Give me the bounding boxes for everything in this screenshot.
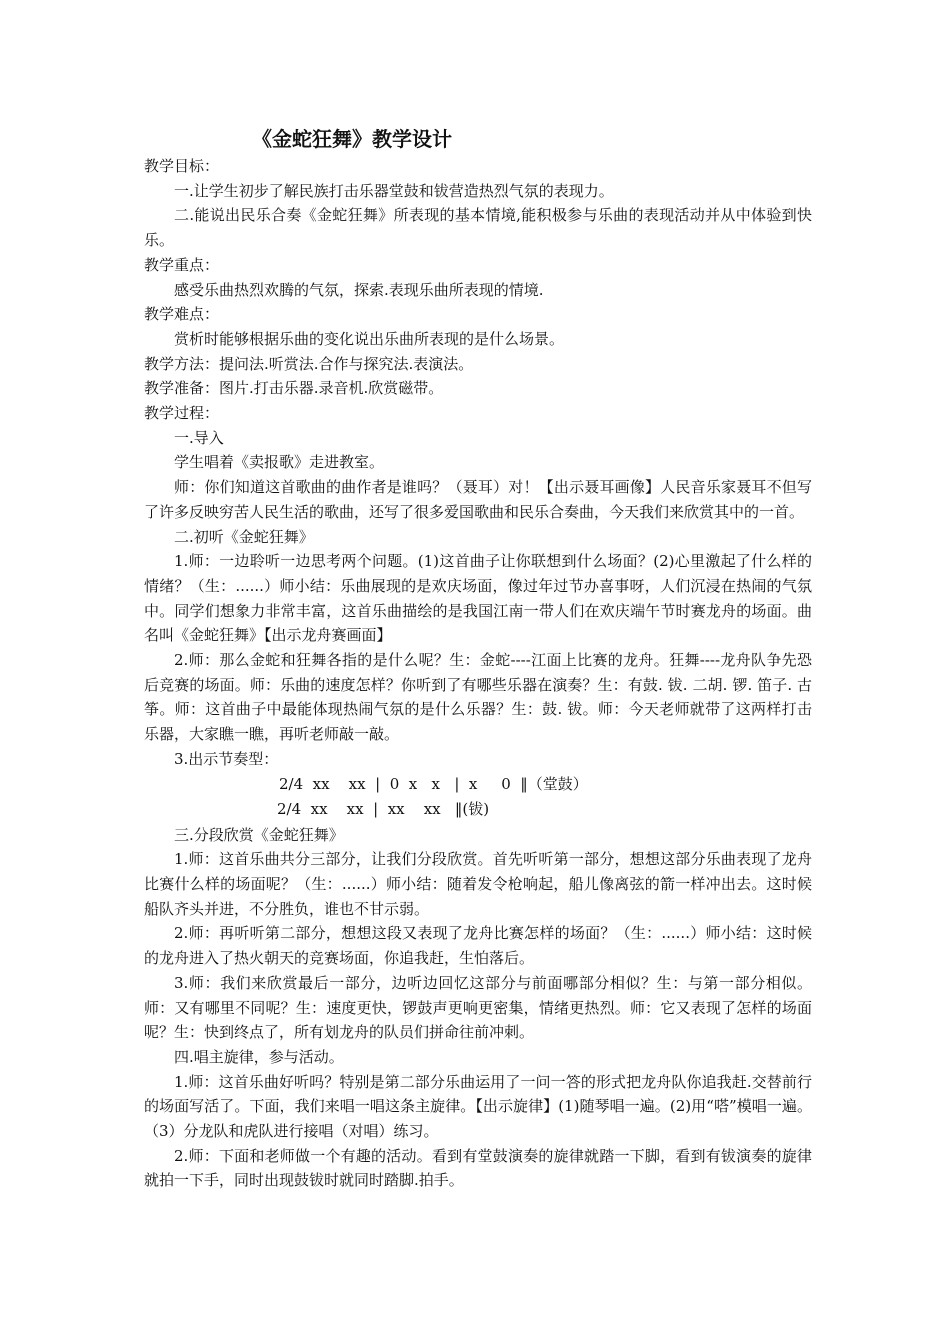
section-4-paragraph-2: 2.师：下面和老师做一个有趣的活动。看到有堂鼓演奏的旋律就踏一下脚，看到有钹演奏的旋律就拍一下手，同时出现鼓钹时就同时踏脚.拍手。 <box>144 1146 812 1190</box>
key-points-heading: 教学重点： <box>144 255 220 274</box>
goals-heading: 教学目标： <box>144 157 220 175</box>
section-2-paragraph-2: 2.师：那么金蛇和狂舞各指的是什么呢？生：金蛇----江面上比赛的龙舟。狂舞----龙舟队争先恐后竞赛的场面。师：乐曲的速度怎样？你听到了有哪些乐器在演奏？生：有鼓. 钹. 二胡. 锣. 笛子. 古筝。师：这首曲子中最能体现热闹气氛的是什么乐器？生：鼓. 钹。师：今天老师就带了这两样打击乐器，大家瞧一瞧，再听老师敲一敲。 <box>144 651 812 744</box>
rhythm-drum: 2/4 xx xx | 0 x x | x 0 ‖（堂鼓） <box>279 774 588 793</box>
teaching-methods: 教学方法：提问法.听赏法.合作与探究法.表演法。 <box>144 354 474 373</box>
section-1-paragraph-1: 学生唱着《卖报歌》走进教室。 <box>174 453 385 472</box>
section-2-paragraph-3: 3.出示节奏型： <box>174 749 279 768</box>
difficulties-heading: 教学难点： <box>144 305 220 324</box>
section-4-heading: 四.唱主旋律，参与活动。 <box>174 1047 344 1066</box>
section-1-heading: 一.导入 <box>174 428 224 447</box>
section-4-paragraph-1: 1.师：这首乐曲好听吗？特别是第二部分乐曲运用了一问一答的形式把龙舟队你追我赶.交替前行的场面写活了。下面，我们来唱一唱这条主旋律。【出示旋律】(1)随琴唱一遍。(2)用“嗒”模唱一遍。（3）分龙队和虎队进行接唱（对唱）练习。 <box>144 1072 812 1141</box>
rhythm-cymbal: 2/4 xx xx | xx xx ‖(钹) <box>277 800 490 819</box>
goal-2: 二.能说出民乐合奏《金蛇狂舞》所表现的基本情境,能积极参与乐曲的表现活动并从中体验到快乐。 <box>144 206 812 250</box>
document-title: 《金蛇狂舞》教学设计 <box>252 127 452 151</box>
section-2-paragraph-1: 1.师：一边聆听一边思考两个问题。(1)这首曲子让你联想到什么场面？(2)心里激起了什么样的情绪？（生：......）师小结：乐曲展现的是欢庆场面，像过年过节办喜事呀，人们沉浸在热闹的气氛中。同学们想象力非常丰富，这首乐曲描绘的是我国江南一带人们在欢庆端午节时赛龙舟的场面。曲名叫《金蛇狂舞》【出示龙舟赛画面】 <box>144 552 812 645</box>
section-3-paragraph-1: 1.师：这首乐曲共分三部分，让我们分段欣赏。首先听听第一部分，想想这部分乐曲表现了龙舟比赛什么样的场面呢？（生：......）师小结：随着发令枪响起，船儿像离弦的箭一样冲出去。这时候船队齐头并进，不分胜负，谁也不甘示弱。 <box>144 850 812 918</box>
key-points-text: 感受乐曲热烈欢腾的气氛，探索.表现乐曲所表现的情境. <box>174 280 544 299</box>
section-2-heading: 二.初听《金蛇狂舞》 <box>174 527 314 546</box>
teaching-preparation: 教学准备：图片.打击乐器.录音机.欣赏磁带。 <box>144 379 444 398</box>
process-heading: 教学过程： <box>144 404 220 423</box>
document-page <box>144 124 812 1193</box>
section-3-paragraph-2: 2.师：再听听第二部分，想想这段又表现了龙舟比赛怎样的场面？（生：......）师小结：这时候的龙舟进入了热火朝天的竞赛场面，你追我赶，生怕落后。 <box>144 924 812 968</box>
section-3-heading: 三.分段欣赏《金蛇狂舞》 <box>174 825 344 844</box>
section-3-paragraph-3: 3.师：我们来欣赏最后一部分，边听边回忆这部分与前面哪部分相似？生：与第一部分相似。师：又有哪里不同呢？生：速度更快，锣鼓声更响更密集，情绪更热烈。师：它又表现了怎样的场面呢？生：快到终点了，所有划龙舟的队员们拼命往前冲刺。 <box>144 973 812 1042</box>
section-1-paragraph-2: 师：你们知道这首歌曲的曲作者是谁吗？（聂耳）对！【出示聂耳画像】人民音乐家聂耳不但写了许多反映穷苦人民生活的歌曲，还写了很多爱国歌曲和民乐合奏曲，今天我们来欣赏其中的一首。 <box>144 478 812 521</box>
difficulties-text: 赏析时能够根据乐曲的变化说出乐曲所表现的是什么场景。 <box>174 329 565 348</box>
goal-1: 一.让学生初步了解民族打击乐器堂鼓和钹营造热烈气氛的表现力。 <box>174 181 614 200</box>
